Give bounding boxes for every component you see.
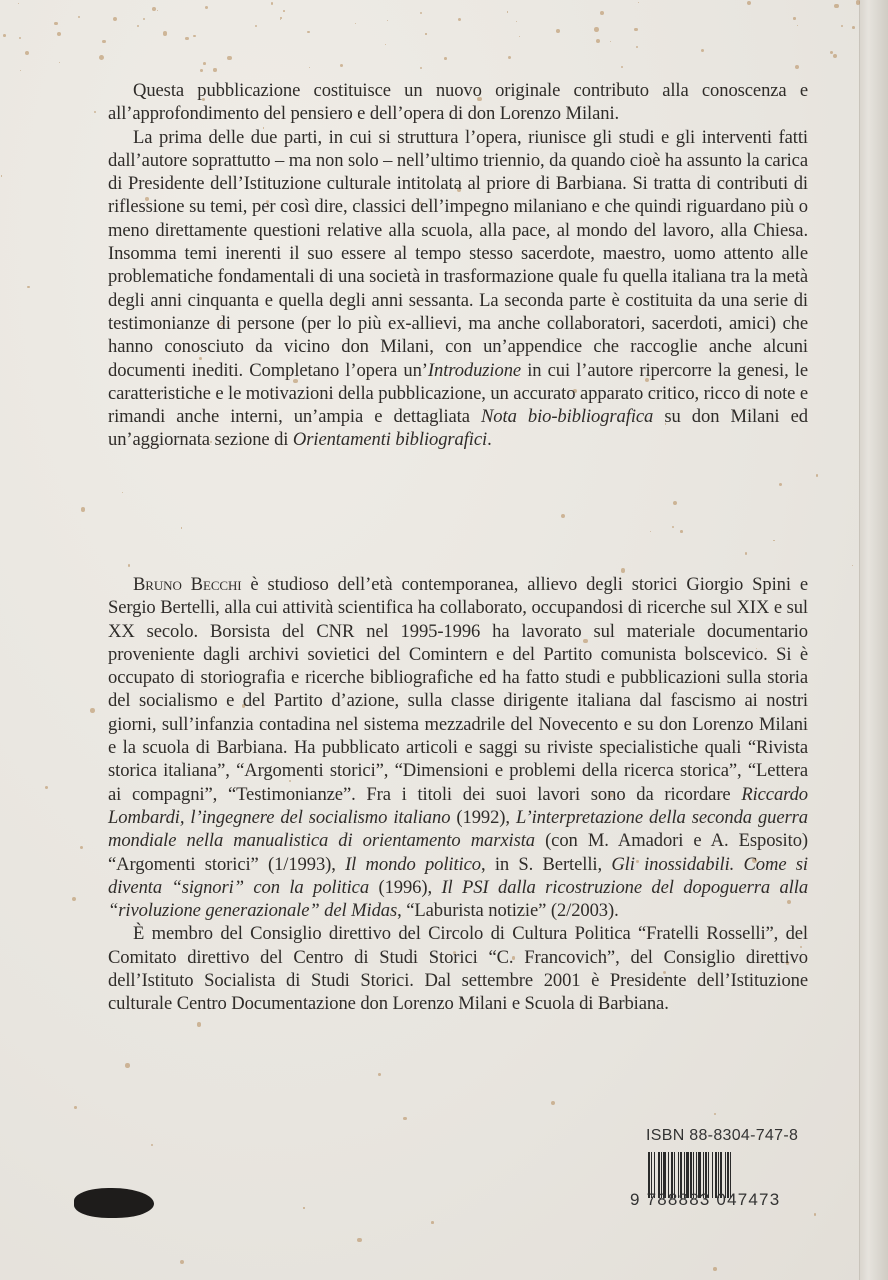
text-run: (1992), — [450, 806, 516, 828]
author-biography — [108, 573, 808, 1016]
text-run: (1996), — [369, 876, 442, 898]
book-spine-edge — [859, 0, 888, 1280]
text-run: Questa pubblicazione costituisce un nuovo originale contributo alla conoscenza e all’approfondimento del pensiero e dell’opera di don Lorenzo Milani. — [108, 80, 808, 125]
italic-title: Riccardo Lombardi, l’ingegnere del socialismo italiano — [108, 783, 808, 828]
intro-paragraph — [108, 79, 808, 126]
italic-title: Il mondo politico — [345, 853, 481, 875]
text-run: Bruno Becchi — [133, 574, 242, 595]
bio-paragraph — [108, 922, 808, 1015]
isbn-label: ISBN 88-8304-747-8 — [646, 1127, 799, 1144]
text-run: (con M. Amadori e A. Esposito) “Argomenti storici” (1/1993), — [108, 830, 808, 875]
text-run: , in S. Bertelli, — [480, 853, 612, 875]
book-description — [108, 79, 808, 452]
text-run: La prima delle due parti, in cui si struttura l’opera, riunisce gli studi e gli interventi fatti dall’autore soprattutto – ma non solo – nell’ultimo triennio, da quando cioè ha assunto la carica di Presidente dell’Istituzione culturale intitolata al priore di Barbiana. Si tratta di contributi di riflessione su temi, per così dire, classici dell’impegno milaniano e che quindi riguardano più o meno direttamente questioni relative alla scuola, alla pace, al mondo del lavoro, alla Chiesa. Insomma temi inerenti il suo essere al tempo stesso sacerdote, maestro, uomo attento alle problematiche fondamentali di una società in trasformazione quale fu quella italiana tra la metà degli anni cinquanta e quella degli anni sessanta. La seconda parte è costituita da una serie di testimonianze di persone (per lo più ex-allievi, ma anche collaboratori, sacerdoti, amici) che hanno conosciuto da vicino don Milani, con un’appendice che raccoglie anche alcuni documenti inediti. Completano l’opera un’ — [108, 126, 808, 381]
ink-stain — [74, 1188, 154, 1218]
text-run: È membro del Consiglio direttivo del Circolo di Cultura Politica “Fratelli Rosselli”, del Comitato direttivo del Centro di Studi Storici “C. Francovich”, del Consiglio direttivo dell’Istituto Socialista di Studi Storici. Dal settembre 2001 è Presidente dell’Istituzione culturale Centro Documentazione don Lorenzo Milani e Scuola di Barbiana. — [108, 923, 808, 1015]
text-run: su don Milani ed un’aggiornata sezione di — [108, 406, 808, 451]
italic-title: Gli inossidabili. Come si diventa “signori” con la politica — [108, 853, 808, 898]
barcode-number: 9 788883 047473 — [630, 1190, 781, 1209]
italic-title: Il PSI dalla ricostruzione del dopoguerra alla “rivoluzione generazionale” del Midas — [108, 876, 809, 922]
text-run: , “Laburista notizie” (2/2003). — [397, 900, 619, 922]
intro-paragraph — [108, 126, 808, 452]
text-run: in cui l’autore ripercorre la genesi, le caratteristiche e le motivazioni della pubblicazione, un accurato apparato critico, ricco di note e rimandi anche interni, un’ampia e dettagliata — [108, 359, 808, 428]
text-run: . — [487, 429, 492, 451]
text-run: è studioso dell’età contemporanea, allievo degli storici Giorgio Spini e Sergio Bertelli, alla cui attività scientifica ha collaborato, occupandosi di ricerche sul XIX e sul XX secolo. Borsista del CNR nel 1995-1996 ha lavorato sul materiale documentario proveniente dagli archivi sovietici del Comintern e del Partito comunista bolscevico. Si è occupato di storiografia e ricerche bibliografiche ed ha fatto studi e pubblicazioni sulla storia del socialismo e del Partito d’azione, sulla classe dirigente italiana dal fascismo ai nostri giorni, sull’infanzia contadina nel sistema mezzadrile del Novecento e su don Lorenzo Milani e la scuola di Barbiana. Ha pubblicato articoli e saggi su riviste specialistiche quali “Rivista storica italiana”, “Argomenti storici”, “Dimensioni e problemi della ricerca storica”, “Lettera ai compagni”, “Testimonianze”. Fra i titoli dei suoi lavori sono da ricordare — [108, 574, 809, 805]
italic-title: L’interpretazione della seconda guerra mondiale nella manualistica di orientamento marxista — [108, 806, 808, 852]
bio-paragraph — [108, 573, 808, 922]
italic-title: Orientamenti bibliografici — [292, 429, 488, 451]
italic-title: Nota bio-bibliografica — [481, 406, 654, 428]
italic-title: Introduzione — [427, 359, 522, 381]
